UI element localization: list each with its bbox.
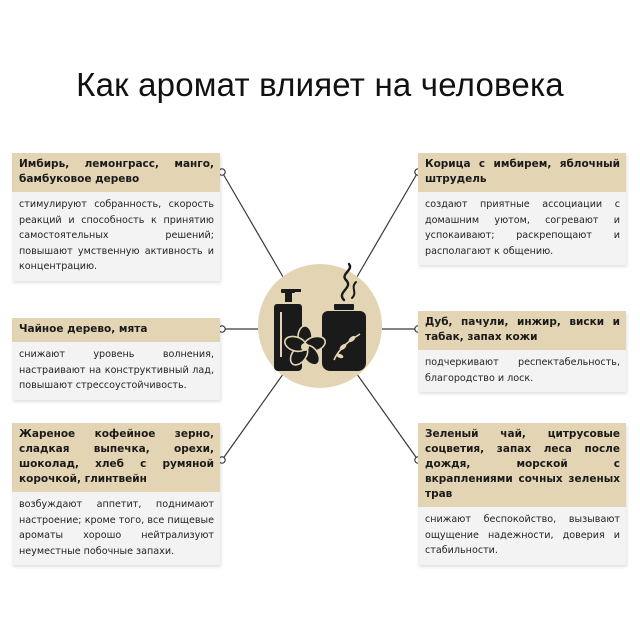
connector-line-4 — [354, 172, 418, 282]
aroma-card-title: Корица с имбирем, яблочный штрудель — [418, 153, 626, 192]
aroma-card-tea-tree — [12, 318, 220, 400]
aroma-card-title: Зеленый чай, цитрусовые соцветия, запах леса после дождя, морской с вкраплениями сочных зеленых трав — [418, 423, 626, 507]
perfume-bottles-icon — [258, 264, 382, 388]
aroma-card-oak — [418, 311, 626, 392]
aroma-card-description: возбуждают аппетит, поднимают настроение; кроме того, все пищевые ароматы хорошо нейтрализуют неуместные побочные запахи. — [12, 492, 220, 565]
connector-line-1 — [222, 172, 286, 282]
aroma-card-description: подчеркивают респектабельность, благородство и лоск. — [418, 350, 626, 392]
aroma-card-description: снижают беспокойство, вызывают ощущение надежности, доверия и стабильности. — [418, 507, 626, 565]
aroma-card-ginger — [12, 153, 220, 281]
aroma-card-title: Жареное кофейное зерно, сладкая выпечка, орехи, шоколад, хлеб с румяной корочкой, глинтвейн — [12, 423, 220, 492]
aroma-card-description: стимулируют собранность, скорость реакций и способность к принятию самостоятельных решений; повышают умственную активность и концентрацию. — [12, 192, 220, 281]
connector-line-3 — [222, 370, 286, 460]
aroma-card-green-tea — [418, 423, 626, 565]
aroma-card-description: создают приятные ассоциации с домашним уютом, согревают и успокаивают; раскрепощают и располагают к общению. — [418, 192, 626, 265]
connector-line-6 — [354, 370, 418, 460]
aroma-card-title: Дуб, пачули, инжир, виски и табак, запах кожи — [418, 311, 626, 350]
aroma-card-cinnamon — [418, 153, 626, 265]
aroma-card-title: Чайное дерево, мята — [12, 318, 220, 342]
aroma-card-description: снижают уровень волнения, настраивают на конструктивный лад, повышают стрессоустойчивость. — [12, 342, 220, 400]
page-title: Как аромат влияет на человека — [76, 66, 564, 103]
aroma-card-coffee — [12, 423, 220, 565]
aroma-card-title: Имбирь, лемонграсс, манго, бамбуковое дерево — [12, 153, 220, 192]
